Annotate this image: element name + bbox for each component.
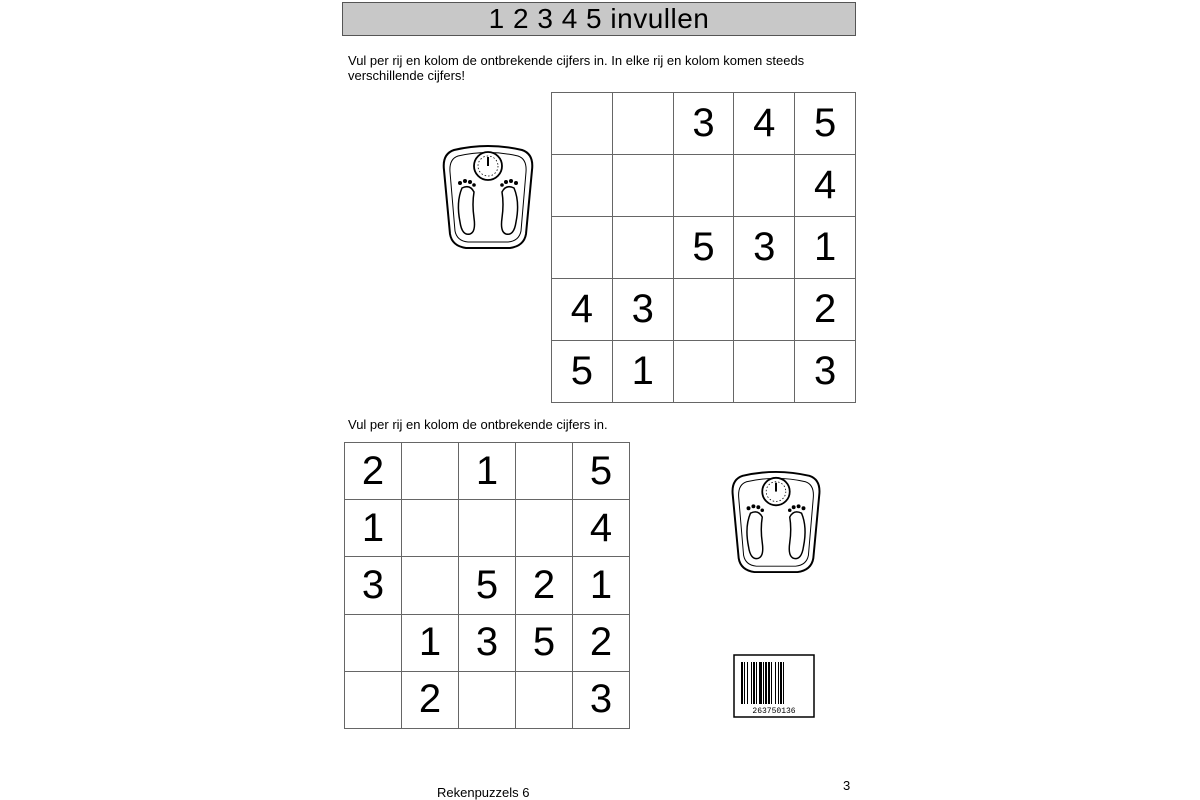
grid-cell[interactable]: 2 <box>795 279 856 341</box>
grid-cell[interactable] <box>552 93 613 155</box>
grid-cell[interactable]: 3 <box>345 557 402 614</box>
barcode-number: 263750136 <box>752 707 796 716</box>
grid-cell[interactable] <box>516 500 573 557</box>
grid-cell[interactable]: 3 <box>734 217 795 279</box>
grid-cell[interactable] <box>516 672 573 729</box>
grid-cell[interactable] <box>402 500 459 557</box>
grid-cell[interactable] <box>552 155 613 217</box>
puzzle1-grid <box>551 92 856 403</box>
page-title-text: 1 2 3 4 5 invullen <box>488 3 710 34</box>
barcode-bar <box>744 662 745 704</box>
grid-cell[interactable] <box>613 217 674 279</box>
barcode-bar <box>756 662 757 704</box>
page-number: 3 <box>843 778 851 793</box>
barcode-bar <box>771 662 772 704</box>
grid-cell[interactable]: 2 <box>573 615 630 672</box>
grid-cell[interactable] <box>674 341 735 403</box>
grid-cell[interactable]: 5 <box>795 93 856 155</box>
grid-cell[interactable] <box>459 500 516 557</box>
puzzle1-instruction: Vul per rij en kolom de ontbrekende cijfers in. In elke rij en kolom komen steeds verschillende cijfers! <box>348 53 805 83</box>
grid-cell[interactable]: 3 <box>459 615 516 672</box>
barcode-bar <box>747 662 748 704</box>
footer-title: Rekenpuzzels 6 <box>437 785 530 800</box>
grid-cell[interactable]: 1 <box>345 500 402 557</box>
grid-cell[interactable]: 1 <box>613 341 674 403</box>
barcode-bar <box>751 662 752 704</box>
barcode-bar <box>765 662 767 704</box>
puzzle2-instruction: Vul per rij en kolom de ontbrekende cijfers in. <box>348 417 608 432</box>
grid-cell[interactable]: 2 <box>402 672 459 729</box>
grid-cell[interactable]: 3 <box>795 341 856 403</box>
barcode-bar <box>753 662 755 704</box>
grid-cell[interactable]: 5 <box>674 217 735 279</box>
grid-cell[interactable]: 3 <box>573 672 630 729</box>
grid-cell[interactable] <box>613 155 674 217</box>
grid-cell[interactable] <box>345 615 402 672</box>
grid-cell[interactable] <box>734 341 795 403</box>
barcode-icon <box>733 654 815 718</box>
grid-cell[interactable]: 5 <box>516 615 573 672</box>
grid-cell[interactable]: 2 <box>516 557 573 614</box>
puzzle2-grid <box>344 442 630 729</box>
grid-cell[interactable]: 1 <box>402 615 459 672</box>
barcode-bar <box>768 662 770 704</box>
barcode-bar <box>759 662 762 704</box>
grid-cell[interactable]: 2 <box>345 443 402 500</box>
grid-cell[interactable]: 4 <box>573 500 630 557</box>
grid-cell[interactable] <box>402 443 459 500</box>
grid-cell[interactable]: 5 <box>459 557 516 614</box>
barcode-bar <box>780 662 782 704</box>
barcode-bar <box>783 662 784 704</box>
grid-cell[interactable]: 3 <box>674 93 735 155</box>
grid-cell[interactable]: 4 <box>734 93 795 155</box>
grid-cell[interactable] <box>402 557 459 614</box>
grid-cell[interactable] <box>613 93 674 155</box>
bathroom-scale-icon <box>728 468 824 576</box>
grid-cell[interactable] <box>734 155 795 217</box>
grid-cell[interactable]: 1 <box>573 557 630 614</box>
barcode-bar <box>778 662 779 704</box>
grid-cell[interactable]: 4 <box>552 279 613 341</box>
grid-cell[interactable]: 1 <box>795 217 856 279</box>
grid-cell[interactable] <box>459 672 516 729</box>
grid-cell[interactable]: 5 <box>552 341 613 403</box>
grid-cell[interactable]: 5 <box>573 443 630 500</box>
grid-cell[interactable] <box>674 155 735 217</box>
barcode-bar <box>741 662 743 704</box>
grid-cell[interactable]: 4 <box>795 155 856 217</box>
barcode-bar <box>763 662 764 704</box>
barcode-bar <box>775 662 776 704</box>
grid-cell[interactable]: 1 <box>459 443 516 500</box>
grid-cell[interactable] <box>345 672 402 729</box>
page-title <box>342 2 856 36</box>
grid-cell[interactable]: 3 <box>613 279 674 341</box>
grid-cell[interactable] <box>516 443 573 500</box>
bathroom-scale-icon <box>440 142 536 252</box>
grid-cell[interactable] <box>552 217 613 279</box>
grid-cell[interactable] <box>674 279 735 341</box>
grid-cell[interactable] <box>734 279 795 341</box>
